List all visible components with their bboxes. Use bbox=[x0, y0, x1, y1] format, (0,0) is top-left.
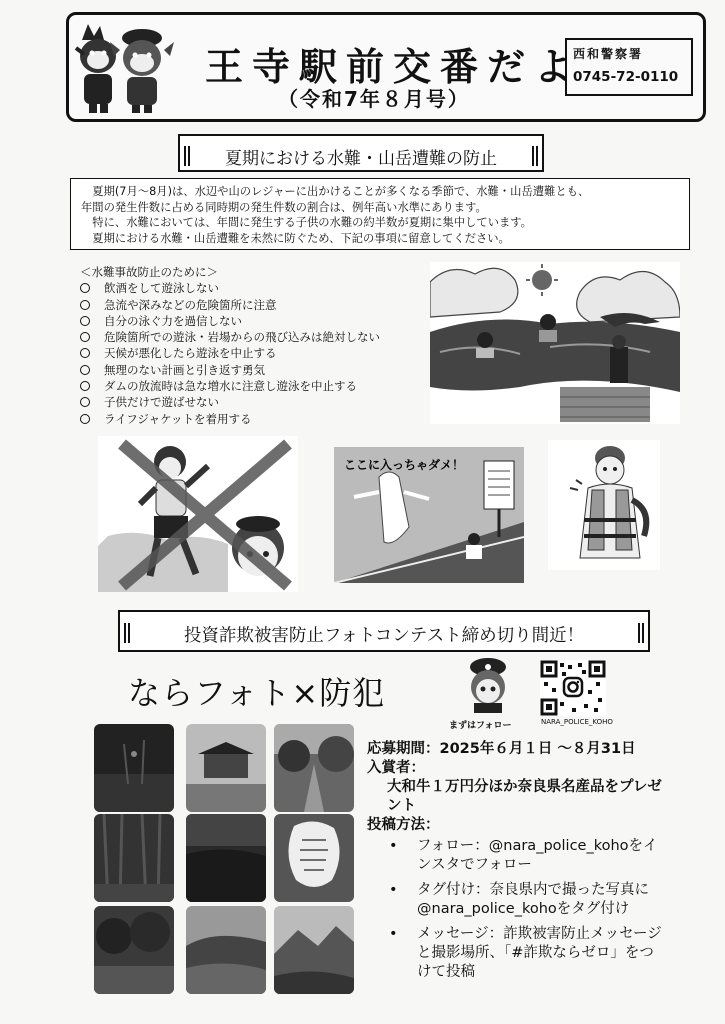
method-item: • タグ付け：奈良県内で撮った写真に@nara_police_kohoをタグ付け bbox=[367, 881, 667, 919]
station-phone: 0745-72-0110 bbox=[573, 69, 679, 85]
summer-intro-box bbox=[70, 178, 690, 250]
no-entry-danger-illustration bbox=[334, 447, 524, 583]
tips-list bbox=[80, 280, 430, 427]
tip-item: 飲酒をして遊泳しない bbox=[80, 280, 430, 296]
sample-photo-night-street bbox=[94, 724, 174, 812]
intro-line: 特に、水難においては、年間に発生する子供の水難の約半数が夏期に集中しています。 bbox=[92, 216, 532, 229]
circle-bullet-icon bbox=[80, 316, 90, 326]
tip-item: 危険箇所での遊泳・岩場からの飛び込みは絶対しない bbox=[80, 329, 430, 345]
campaign-brand-title: ならフォト×防犯 bbox=[128, 674, 386, 712]
circle-bullet-icon bbox=[80, 414, 90, 424]
contest-heading-text: 投資詐欺被害防止フォトコンテスト締め切り間近！ bbox=[183, 626, 585, 646]
station-contact-box bbox=[565, 38, 693, 96]
mascot-characters-illustration bbox=[74, 20, 176, 115]
prize-text: 大和牛１万円分ほか奈良県名産品をプレゼント bbox=[387, 779, 662, 814]
sample-photo-garden-path bbox=[274, 724, 354, 812]
tips-heading: ＜水難事故防止のために＞ bbox=[80, 265, 218, 279]
tip-item: 無理のない計画と引き返す勇気 bbox=[80, 362, 430, 378]
tip-item: ダムの放流時は急な増水に注意し遊泳を中止する bbox=[80, 378, 430, 394]
life-jacket-person-illustration bbox=[548, 440, 660, 570]
intro-line: 夏期(7月～8月)は、水辺や山のレジャーに出かけることが多くなる季節で、水難・山岳遭難とも、 bbox=[92, 185, 590, 198]
summer-heading-text: 夏期における水難・山岳遭難の防止 bbox=[225, 149, 497, 169]
sample-photo-mountains bbox=[274, 906, 354, 994]
intro-line: 年間の発生件数に占める同時期の発生件数の割合は、例年高い水準にあります。 bbox=[81, 200, 487, 214]
tip-item: 急流や深みなどの危険箇所に注意 bbox=[80, 297, 430, 313]
no-drinking-swimming-illustration bbox=[98, 436, 298, 592]
follow-caption: まずはフォロー bbox=[449, 721, 512, 731]
circle-bullet-icon bbox=[80, 332, 90, 342]
sample-photo-forest bbox=[94, 814, 174, 902]
sample-photo-hillside bbox=[186, 906, 266, 994]
tip-item: 子供だけで遊ばせない bbox=[80, 394, 430, 410]
period-value: 2025年６月１日 ～８月31日 bbox=[439, 741, 636, 757]
circle-bullet-icon bbox=[80, 348, 90, 358]
tip-item: ライフジャケットを着用する bbox=[80, 411, 430, 427]
summer-section-heading bbox=[178, 134, 544, 172]
heading-ornament-right bbox=[532, 146, 538, 166]
circle-bullet-icon bbox=[80, 300, 90, 310]
period-row bbox=[367, 740, 667, 759]
method-label: 投稿方法： bbox=[367, 817, 440, 833]
method-item: • メッセージ：詐欺被害防止メッセージと撮影場所、「#詐欺ならゼロ」をつけて投稿 bbox=[367, 925, 667, 982]
method-list bbox=[367, 837, 667, 982]
period-label: 応募期間： bbox=[367, 741, 440, 757]
river-scene-illustration bbox=[430, 262, 680, 424]
heading-ornament-left bbox=[124, 623, 130, 643]
circle-bullet-icon bbox=[80, 365, 90, 375]
tip-item: 自分の泳ぐ力を過信しない bbox=[80, 313, 430, 329]
issue-label: （令和7年８月号） bbox=[278, 87, 470, 111]
sample-photo-temple bbox=[186, 724, 266, 812]
page-title: 王寺駅前交番だよ bbox=[205, 45, 582, 89]
qr-caption: NARA_POLICE_KOHO bbox=[541, 718, 613, 726]
sample-photo-trees bbox=[94, 906, 174, 994]
sample-photo-dark-landscape bbox=[186, 814, 266, 902]
circle-bullet-icon bbox=[80, 381, 90, 391]
police-mascot-avatar bbox=[464, 655, 512, 713]
instagram-qr-code[interactable] bbox=[540, 660, 606, 716]
intro-line: 夏期における水難・山岳遭難を未然に防ぐため、下記の事項に留意してください。 bbox=[92, 231, 510, 245]
heading-ornament-left bbox=[184, 146, 190, 166]
station-name: 西和警察署 bbox=[573, 47, 644, 61]
sample-photo-message-card bbox=[274, 814, 354, 902]
circle-bullet-icon bbox=[80, 397, 90, 407]
illus-sign-text: ここに入っちゃダメ！ bbox=[344, 458, 465, 472]
water-safety-tips bbox=[80, 264, 430, 427]
heading-ornament-right bbox=[638, 623, 644, 643]
circle-bullet-icon bbox=[80, 283, 90, 293]
method-item: • フォロー：@nara_police_kohoをインスタでフォロー bbox=[367, 837, 667, 875]
tip-item: 天候が悪化したら遊泳を中止する bbox=[80, 345, 430, 361]
winners-label: 入賞者： bbox=[367, 760, 425, 776]
contest-section-heading bbox=[118, 610, 650, 652]
sample-photo-grid bbox=[94, 724, 358, 1014]
contest-details bbox=[367, 740, 667, 988]
